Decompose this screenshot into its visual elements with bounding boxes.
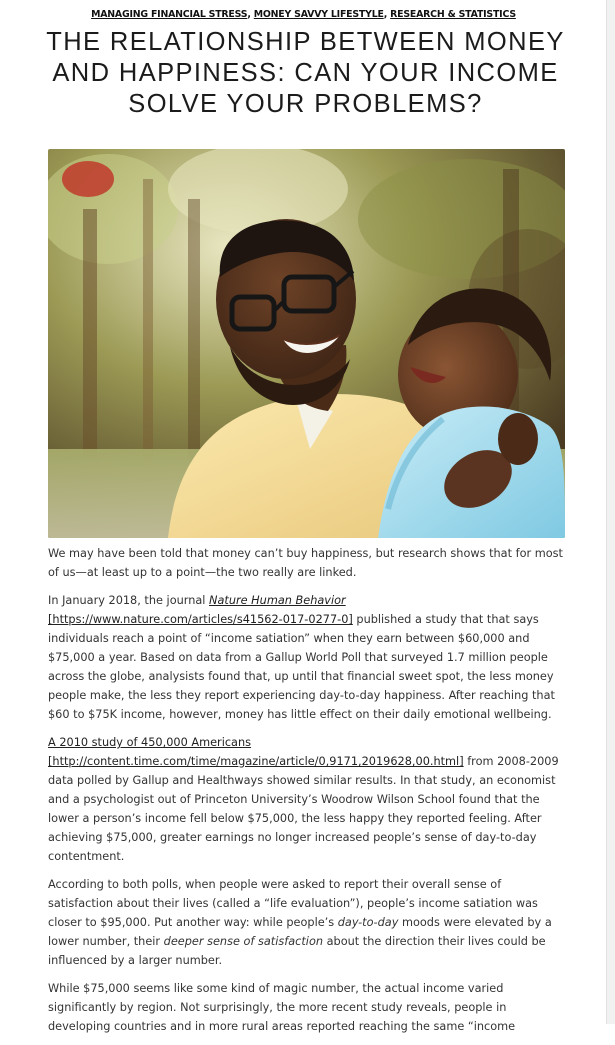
paragraph-life-evaluation bbox=[48, 875, 566, 970]
paragraph-regional-variation bbox=[48, 979, 566, 1036]
paragraph-text: about the direction their lives could be influenced by a larger number. bbox=[48, 935, 546, 967]
emphasis-day-to-day: day-to-day bbox=[337, 916, 399, 929]
paragraph-2010-study bbox=[48, 733, 566, 866]
paragraph-intro bbox=[48, 544, 566, 582]
paragraph-nature-study bbox=[48, 591, 566, 724]
paragraph-text: from 2008-2009 data polled by Gallup and Healthways showed similar results. In that study, an economist and a psychologist out of Princeton University’s Woodrow Wilson School found that the lower a person’s income fell below $75,000, the less happy they reported feeling. After achieving $75,000, greater earnings no longer increased people’s sense of day-to-day contentment. bbox=[48, 755, 559, 863]
article-body bbox=[48, 544, 566, 1045]
paragraph-text: We may have been told that money can’t buy happiness, but research shows that for most of us—at least up to a point—the two really are linked. bbox=[48, 547, 563, 579]
paragraph-text: In January 2018, the journal bbox=[48, 594, 210, 607]
url-link-time-article[interactable]: [http://content.time.com/time/magazine/article/0,9171,2019628,00.html] bbox=[48, 755, 464, 768]
article-title: THE RELATIONSHIP BETWEEN MONEY AND HAPPINESS: CAN YOUR INCOME SOLVE YOUR PROBLEMS? bbox=[46, 28, 565, 118]
category-links bbox=[0, 9, 607, 20]
photo-father-and-son-icon bbox=[48, 149, 565, 538]
hero-image bbox=[48, 149, 565, 538]
page-scrollbar[interactable] bbox=[606, 0, 615, 1024]
journal-link-nature-human-behavior[interactable]: Nature Human Behavior bbox=[209, 594, 346, 607]
category-link-research-statistics[interactable]: RESEARCH & STATISTICS bbox=[390, 9, 516, 20]
category-separator: , bbox=[383, 9, 391, 20]
category-link-managing-financial-stress[interactable]: MANAGING FINANCIAL STRESS bbox=[91, 9, 248, 20]
emphasis-deeper-satisfaction: deeper sense of satisfaction bbox=[163, 935, 324, 948]
paragraph-text: published a study that that says individuals reach a point of “income satiation” when they earn between $60,000 and $75,000 a year. Based on data from a Gallup World Poll that surveyed 1.7 million people across the globe, analysists found that, up until that financial sweet spot, the less money people make, the less they report experiencing day-to-day happiness. After reaching that $60 to $75K income, however, money has little effect on their daily emotional wellbeing. bbox=[48, 613, 555, 721]
paragraph-text: While $75,000 seems like some kind of magic number, the actual income varied significantly by region. Not surprisingly, the more recent study reveals, people in developing countries and in more rural areas reported reaching the same “income bbox=[48, 982, 516, 1033]
paragraph-text: According to both polls, when people were asked to report their overall sense of satisfaction about their lives (called a “life evaluation”), people’s income satiation was closer to $95,000. Put another way: while people’s bbox=[48, 878, 538, 929]
category-link-money-savvy-lifestyle[interactable]: MONEY SAVVY LIFESTYLE bbox=[253, 9, 384, 20]
paragraph-text: moods were elevated by a lower number, their bbox=[48, 916, 552, 948]
url-link-nature-article[interactable]: [https://www.nature.com/articles/s41562-017-0277-0] bbox=[48, 613, 353, 626]
category-separator: , bbox=[247, 9, 254, 20]
study-link-2010-americans[interactable]: A 2010 study of 450,000 Americans bbox=[48, 736, 252, 749]
